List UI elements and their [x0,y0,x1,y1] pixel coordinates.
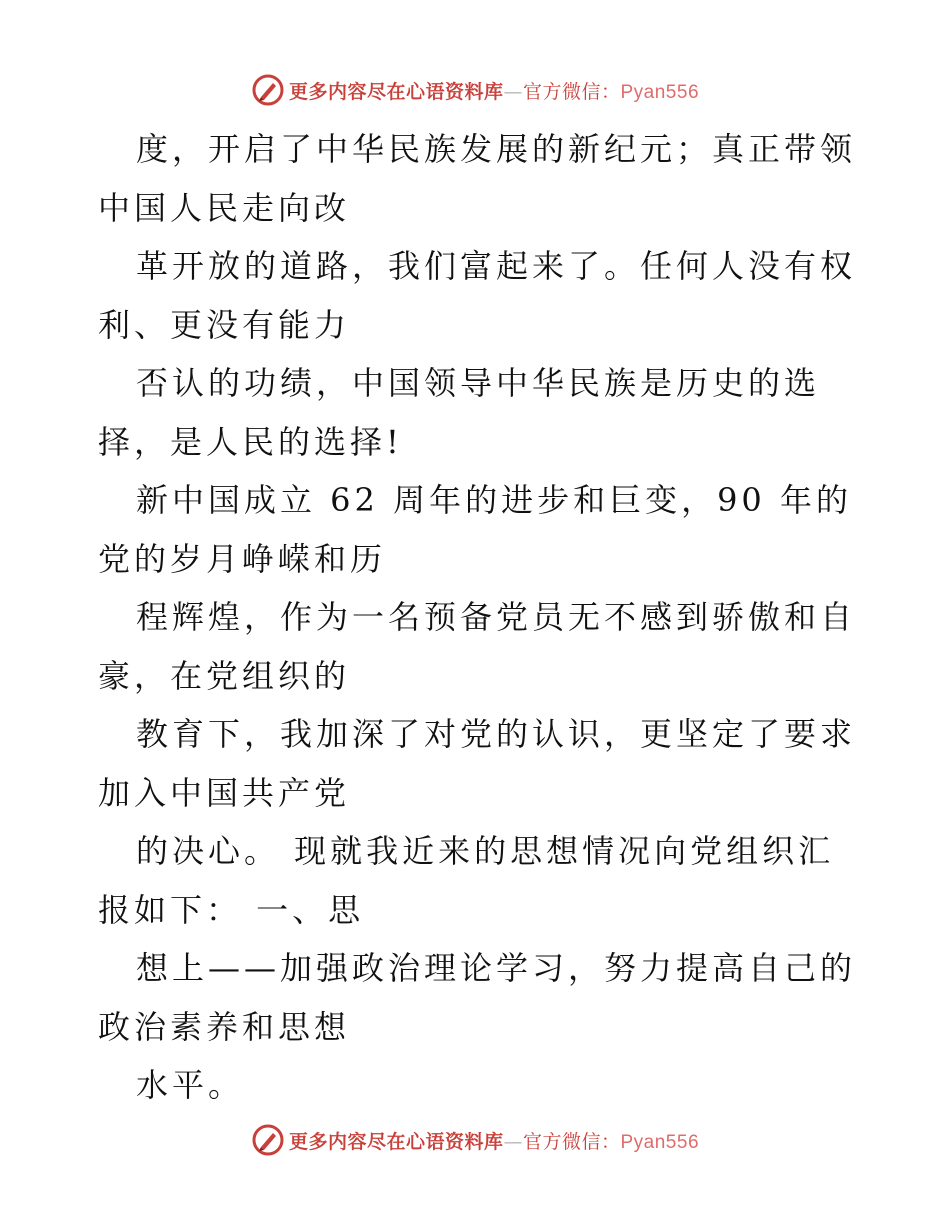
paragraph: 度，开启了中华民族发展的新纪元；真正带领中国人民走向改 [98,130,857,227]
banner-text: 更多内容尽在心语资料库—官方微信：Pyan556 [288,80,700,103]
paragraph: 新中国成立 62 周年的进步和巨变，90 年的党的岁月峥嵘和历 [98,481,852,578]
banner-text: 更多内容尽在心语资料库—官方微信：Pyan556 [288,1130,700,1153]
paragraph: 水平。 [136,1066,245,1104]
paragraph: 想上——加强政治理论学习，努力提高自己的政治素养和思想 [98,949,857,1046]
paragraph: 教育下，我加深了对党的认识，更坚定了要求加入中国共产党 [98,715,857,812]
paragraph: 的决心。 现就我近来的思想情况向党组织汇报如下： 一、思 [98,832,835,929]
paragraph: 革开放的道路，我们富起来了。任何人没有权利、更没有能力 [98,247,857,344]
footer-banner [0,1120,950,1160]
header-banner [0,70,950,110]
pen-logo-icon [251,73,285,107]
paragraph: 否认的功绩，中国领导中华民族是历史的选择，是人民的选择! [98,364,821,461]
document-body [98,120,868,1115]
paragraph: 程辉煌，作为一名预备党员无不感到骄傲和自豪，在党组织的 [98,598,857,695]
pen-logo-icon [251,1123,285,1157]
